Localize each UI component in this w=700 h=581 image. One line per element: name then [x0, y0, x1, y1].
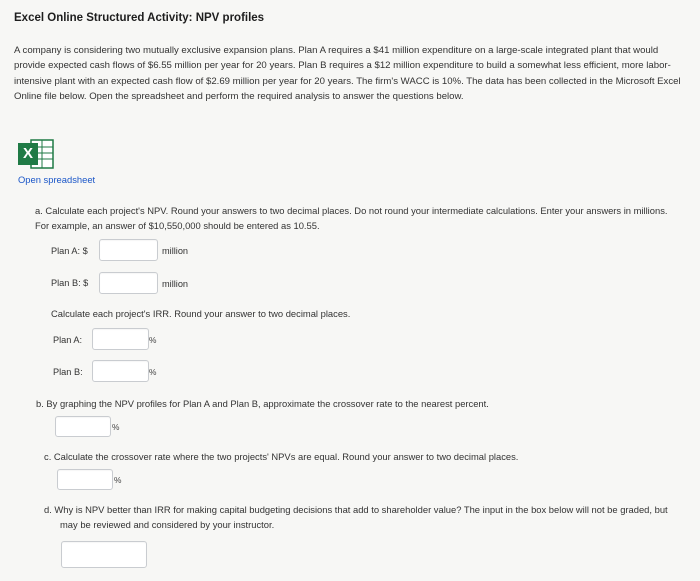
irr-plan-b-percent: % — [149, 367, 157, 377]
npv-plan-a-input[interactable] — [99, 239, 158, 261]
crossover-approx-input[interactable] — [55, 416, 111, 437]
part-b-instruction: b. By graphing the NPV profiles for Plan A and Plan B, approximate the crossover rate to the nearest percent. — [36, 398, 489, 409]
irr-plan-a-input[interactable] — [92, 328, 149, 350]
npv-vs-irr-textarea[interactable] — [61, 541, 147, 568]
crossover-exact-percent: % — [114, 475, 122, 485]
npv-plan-a-label: Plan A: $ — [51, 246, 88, 256]
npv-plan-b-input[interactable] — [99, 272, 158, 294]
part-d-instruction: d. Why is NPV better than IRR for making capital budgeting decisions that add to shareholder value? The input in the box below will not be graded, but may be reviewed and considered by your instructor. — [44, 504, 668, 530]
irr-plan-a-percent: % — [149, 335, 157, 345]
part-a-instruction: a. Calculate each project's NPV. Round your answers to two decimal places. Do not round your intermediate calculations. Enter your answers in millions. For example, an answer of $10,550,000 should be entered as 10.55. — [35, 205, 668, 231]
irr-plan-a-label: Plan A: — [53, 335, 83, 345]
irr-plan-b-input[interactable] — [92, 360, 149, 382]
npv-plan-b-unit: million — [162, 279, 189, 289]
crossover-exact-input[interactable] — [57, 469, 113, 490]
problem-description: A company is considering two mutually exclusive expansion plans. Plan A requires a $41 million expenditure on a large-scale integrated plant that would provide expected cash flows of $6.55 million per year for 20 years. Plan B requires a $12 million expenditure to build a somewhat less efficient, more labor-intensive plant with an expected cash flow of $2.69 million per year for 20 years. The firm's WACC is 10%. The data has been collected in the Microsoft Excel Online file below. Open the spreadsheet and perform the required analysis to answer the questions below. — [14, 45, 681, 103]
excel-icon-letter: X — [23, 145, 34, 162]
npv-plan-a-unit: million — [162, 246, 189, 256]
irr-plan-b-label: Plan B: — [53, 367, 83, 377]
npv-plan-b-label: Plan B: $ — [51, 278, 89, 288]
crossover-approx-percent: % — [112, 422, 120, 432]
excel-icon[interactable] — [17, 138, 55, 170]
part-c-instruction: c. Calculate the crossover rate where the two projects' NPVs are equal. Round your answer to two decimal places. — [44, 451, 519, 462]
page-title: Excel Online Structured Activity: NPV profiles — [14, 12, 265, 24]
open-spreadsheet-link[interactable]: Open spreadsheet — [18, 174, 96, 185]
irr-instruction: Calculate each project's IRR. Round your answer to two decimal places. — [51, 308, 351, 319]
